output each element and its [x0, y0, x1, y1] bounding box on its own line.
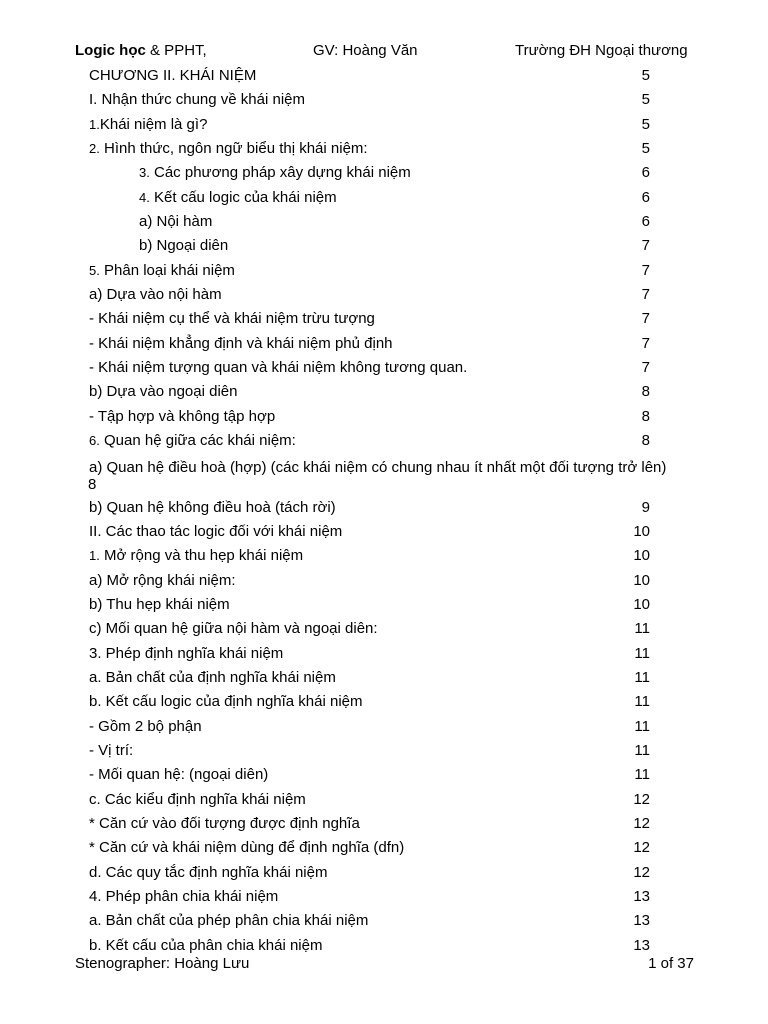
toc-entry-page: 12 [633, 863, 650, 881]
toc-entry[interactable] [0, 161, 768, 185]
toc-entry-label: Các phương pháp xây dựng khái niệm [149, 164, 411, 182]
toc-entry-page: 7 [641, 286, 650, 304]
toc-entry[interactable] [0, 259, 768, 283]
toc-entry-label: 3. Phép định nghĩa khái niệm [89, 644, 284, 662]
toc-entry-label: Quan hệ giữa các khái niệm: [99, 432, 296, 450]
toc-entry-page: 6 [641, 164, 650, 182]
toc-entry-page: 12 [633, 790, 650, 808]
toc-entry[interactable] [0, 763, 768, 787]
toc-entry[interactable] [0, 64, 768, 88]
toc-entry-number: 3. [139, 165, 150, 181]
toc-entry[interactable] [0, 666, 768, 690]
toc-entry-page: 13 [633, 936, 650, 954]
toc-entry-label: b. Kết cấu của phân chia khái niệm [89, 936, 323, 954]
toc-entry-page: 10 [633, 571, 650, 589]
toc-entry-page: 12 [633, 839, 650, 857]
toc-entry[interactable] [0, 739, 768, 763]
toc-entry-page: 10 [633, 522, 650, 540]
toc-entry-title [89, 788, 306, 812]
toc-entry-label: - Khái niệm tượng quan và khái niệm không tương quan. [89, 359, 468, 377]
toc-entry-page: 10 [633, 547, 650, 565]
toc-entry-page: 7 [641, 334, 650, 352]
toc-entry-label: b) Quan hệ không điều hoà (tách rời) [89, 498, 336, 516]
toc-entry[interactable] [0, 332, 768, 356]
toc-entry-page: 11 [634, 693, 650, 711]
toc-entry-title [89, 617, 378, 641]
toc-entry-label: a. Bản chất của phép phân chia khái niệm [89, 912, 369, 930]
toc-entry-page: 8 [641, 432, 650, 450]
toc-entry-label: - Khái niệm cụ thể và khái niệm trừu tượng [89, 310, 375, 328]
toc-entry-title [89, 812, 360, 836]
toc-entry-label: * Căn cứ vào đối tượng được định nghĩa [89, 814, 360, 832]
toc-entry-page: 10 [633, 595, 650, 613]
toc-entry[interactable] [0, 283, 768, 307]
page-header [0, 42, 768, 62]
toc-entry-label: - Mối quan hệ: (ngoại diên) [89, 766, 269, 784]
toc-entry-label: * Căn cứ và khái niệm dùng để định nghĩa (dfn) [89, 839, 405, 857]
toc-entry-title [89, 885, 278, 909]
toc-entry-number: 1. [89, 548, 100, 564]
toc-entry-title [89, 909, 368, 933]
toc-entry[interactable] [0, 113, 768, 137]
toc-entry-page: 5 [641, 67, 650, 84]
toc-entry-page: 6 [641, 213, 650, 231]
toc-entry-title [89, 88, 305, 112]
toc-entry-label: a) Nội hàm [139, 213, 213, 231]
toc-entry-title [89, 113, 207, 137]
toc-entry[interactable] [0, 429, 768, 453]
toc-entry-page: 13 [633, 912, 650, 930]
toc-entry-page: 11 [634, 644, 650, 662]
toc-entry-number: 4. [139, 189, 150, 205]
toc-entry-label: a. Bản chất của định nghĩa khái niệm [89, 668, 336, 686]
toc-entry-title [89, 259, 235, 283]
toc-entry-title [89, 405, 275, 429]
footer-stenographer: Stenographer: Hoàng Lưu [75, 955, 250, 972]
table-of-contents [0, 64, 768, 958]
toc-entry-label: - Gồm 2 bộ phận [89, 717, 202, 735]
toc-entry[interactable] [0, 812, 768, 836]
toc-entry[interactable] [0, 544, 768, 568]
toc-entry-number: 1. [89, 116, 100, 132]
toc-entry-title [89, 459, 689, 493]
header-course-title: Logic học [75, 42, 146, 59]
toc-entry-number: 6. [89, 433, 100, 449]
toc-entry-number: 5. [89, 262, 100, 278]
toc-entry[interactable] [0, 88, 768, 112]
toc-entry-page: 7 [641, 359, 650, 377]
header-university: Trường ĐH Ngoại thương [515, 42, 688, 59]
toc-entry-page: 13 [633, 888, 650, 905]
toc-entry-label: c) Mối quan hệ giữa nội hàm và ngoại diên: [89, 620, 378, 638]
toc-entry[interactable] [0, 617, 768, 641]
toc-entry[interactable] [0, 836, 768, 860]
toc-entry-page: 8 [641, 383, 650, 401]
toc-entry-title [139, 210, 212, 234]
toc-entry[interactable] [0, 234, 768, 258]
toc-entry-label: - Vị trí: [89, 741, 134, 759]
toc-entry-page: 6 [641, 188, 650, 206]
header-course [75, 42, 207, 59]
toc-entry[interactable] [0, 885, 768, 909]
toc-entry[interactable] [0, 520, 768, 544]
toc-entry[interactable] [0, 642, 768, 666]
toc-entry-title [89, 836, 404, 860]
toc-entry-title [89, 544, 303, 568]
toc-entry-title [89, 690, 363, 714]
toc-entry[interactable] [0, 715, 768, 739]
toc-entry[interactable] [0, 137, 768, 161]
toc-entry-label: II. Các thao tác logic đối với khái niệm [89, 522, 343, 540]
toc-entry[interactable] [0, 186, 768, 210]
toc-entry-label: c. Các kiểu định nghĩa khái niệm [89, 790, 306, 808]
toc-entry-page: 8 [641, 407, 650, 425]
toc-entry-title [89, 356, 467, 380]
toc-entry-label: Kết cấu logic của khái niệm [149, 188, 337, 206]
toc-entry[interactable] [0, 593, 768, 617]
toc-entry-label: Mở rộng và thu hẹp khái niệm [99, 547, 304, 565]
toc-entry-title [89, 137, 368, 161]
toc-entry-label: CHƯƠNG II. KHÁI NIỆM [89, 67, 257, 84]
toc-entry-title [89, 332, 393, 356]
toc-entry-title [89, 429, 296, 453]
toc-entry-label: - Khái niệm khẳng định và khái niệm phủ định [89, 334, 393, 352]
toc-entry-title [89, 739, 133, 763]
toc-entry-title [89, 283, 222, 307]
toc-entry-label: b) Ngoại diên [139, 237, 229, 255]
toc-entry[interactable] [0, 356, 768, 380]
toc-entry[interactable] [0, 496, 768, 520]
toc-entry[interactable] [0, 861, 768, 885]
toc-entry[interactable] [0, 569, 768, 593]
toc-entry-label: 4. Phép phân chia khái niệm [89, 888, 279, 905]
toc-entry-title [89, 642, 283, 666]
toc-entry-page: 7 [641, 310, 650, 328]
header-lecturer: GV: Hoàng Văn [313, 42, 418, 59]
toc-entry-title [89, 380, 237, 404]
toc-entry-page: 12 [633, 814, 650, 832]
toc-entry-label: a) Quan hệ điều hoà (hợp) (các khái niệm có chung nhau ít nhất một đối tượng trở lên) [89, 458, 667, 476]
toc-entry-title [89, 715, 202, 739]
toc-entry-page: 5 [641, 115, 650, 133]
toc-entry-label: b. Kết cấu logic của định nghĩa khái niệm [89, 693, 363, 711]
toc-entry-title [139, 234, 228, 258]
toc-entry-number: 2. [89, 141, 100, 157]
toc-entry-label: Phân loại khái niệm [99, 261, 235, 279]
toc-entry-page: 5 [641, 140, 650, 158]
toc-entry-label: Hình thức, ngôn ngữ biểu thị khái niệm: [99, 140, 368, 158]
toc-entry-label: I. Nhận thức chung về khái niệm [89, 91, 305, 109]
toc-entry-label: - Tập hợp và không tập hợp [89, 407, 276, 425]
toc-entry[interactable] [0, 380, 768, 404]
page-number: 1 of 37 [648, 955, 694, 972]
toc-entry-label: b) Thu hẹp khái niệm [89, 595, 230, 613]
toc-entry-page: 11 [634, 668, 650, 686]
toc-entry-title [89, 569, 236, 593]
toc-entry-page: 11 [634, 620, 650, 638]
toc-entry-label: a) Mở rộng khái niệm: [89, 571, 236, 589]
toc-entry-title [89, 861, 327, 885]
toc-entry-title [89, 64, 256, 88]
toc-entry-label: a) Dựa vào nội hàm [89, 286, 222, 304]
toc-entry-title [89, 763, 268, 787]
toc-entry[interactable] [0, 210, 768, 234]
toc-entry[interactable] [0, 454, 768, 496]
toc-entry-label: Khái niệm là gì? [99, 115, 208, 133]
toc-entry-title [139, 161, 411, 185]
toc-entry[interactable] [0, 788, 768, 812]
toc-entry-title [89, 307, 375, 331]
toc-entry[interactable] [0, 405, 768, 429]
toc-entry[interactable] [0, 690, 768, 714]
toc-entry-page: 11 [634, 766, 650, 784]
toc-entry-title [89, 520, 342, 544]
toc-entry-title [89, 496, 336, 520]
page-footer [0, 955, 768, 975]
toc-entry-title [89, 593, 230, 617]
toc-entry-label: d. Các quy tắc định nghĩa khái niệm [89, 863, 328, 881]
toc-entry-page: 7 [641, 237, 650, 255]
toc-entry-page: 9 [641, 498, 650, 516]
toc-entry-label: b) Dựa vào ngoại diên [89, 383, 238, 401]
toc-entry-page: 7 [641, 261, 650, 279]
toc-entry[interactable] [0, 909, 768, 933]
toc-entry-page: 5 [641, 91, 650, 109]
toc-entry[interactable] [0, 307, 768, 331]
toc-entry-page: 11 [634, 717, 650, 735]
toc-entry-title [139, 186, 337, 210]
toc-entry-page: 11 [634, 741, 650, 759]
toc-entry-page: 8 [88, 475, 97, 493]
header-course-suffix: & PPHT, [145, 42, 207, 59]
toc-entry-title [89, 666, 336, 690]
